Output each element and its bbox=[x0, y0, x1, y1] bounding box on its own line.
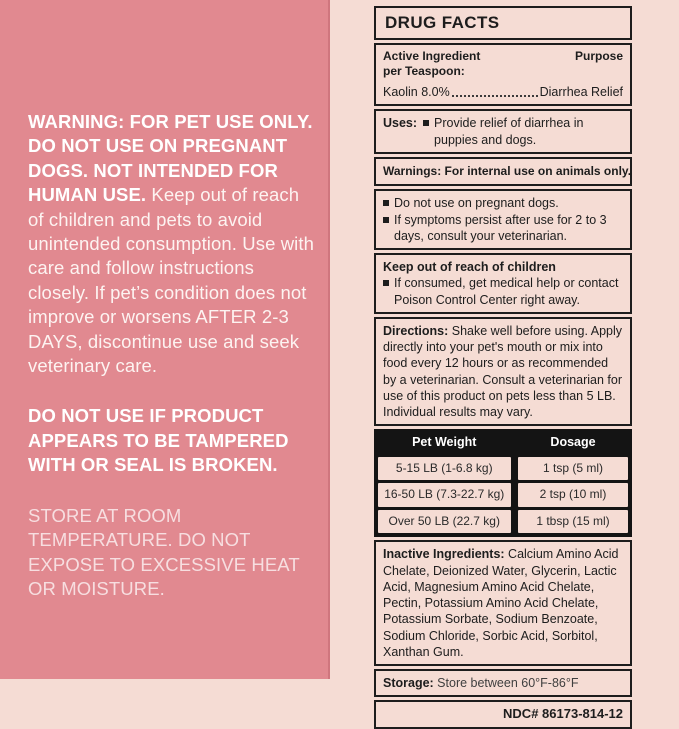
ingredient-purpose: Diarrhea Relief bbox=[539, 85, 623, 100]
dot-leader bbox=[452, 95, 538, 97]
storage-section bbox=[374, 669, 632, 697]
square-bullet-icon bbox=[383, 280, 389, 286]
active-ingredient-label-line2: per Teaspoon: bbox=[383, 64, 465, 79]
square-bullet-icon bbox=[383, 200, 389, 206]
inactive-ingredients-section bbox=[374, 540, 632, 666]
keep-out-bullet bbox=[383, 275, 623, 308]
dosage-table bbox=[374, 429, 632, 537]
drug-facts-panel bbox=[374, 6, 632, 729]
warnings-strip-section bbox=[374, 157, 632, 187]
directions-label: Directions: bbox=[383, 323, 449, 338]
inactive-ingredients-text: Calcium Amino Acid Chelate, Deionized Water, Glycerin, Lactic Acid, Magnesium Amino Acid Chelate, Pectin, Potassium Amino Acid Chelate, Potassium Sorbate, Sodium Benzoate, Sodium Chloride, Sorbic Acid, Sorbitol, Xanthan Gum. bbox=[383, 547, 619, 659]
ingredient-name: Kaolin 8.0% bbox=[383, 85, 450, 100]
uses-label: Uses: bbox=[383, 116, 418, 131]
warning-bold-text: WARNING: FOR PET USE ONLY. DO NOT USE ON PREGNANT DOGS. NOT INTENDED FOR HUMAN USE. bbox=[28, 111, 313, 206]
table-cell-weight: 16-50 LB (7.3-22.7 kg) bbox=[378, 483, 511, 507]
warning-bullet-1-text: Do not use on pregnant dogs. bbox=[394, 196, 559, 211]
table-cell-weight: 5-15 LB (1-6.8 kg) bbox=[378, 457, 511, 481]
ingredient-row bbox=[383, 84, 623, 100]
drug-facts-title: DRUG FACTS bbox=[374, 6, 632, 40]
dosage-table-header-weight: Pet Weight bbox=[412, 435, 477, 450]
warning-bullet-2 bbox=[383, 212, 623, 245]
warning-bullet-2-text: If symptoms persist after use for 2 to 3 days, consult your veterinarian. bbox=[394, 212, 607, 243]
uses-row bbox=[383, 115, 623, 148]
pet-warning-panel bbox=[0, 0, 330, 679]
purpose-label: Purpose bbox=[574, 49, 623, 64]
dosage-table-header-dosage: Dosage bbox=[550, 435, 596, 450]
table-cell-dosage: 1 tsp (5 ml) bbox=[518, 457, 628, 481]
directions-section bbox=[374, 317, 632, 427]
inactive-ingredients-label: Inactive Ingredients: bbox=[383, 547, 505, 562]
uses-text: Provide relief of diarrhea in puppies and dogs. bbox=[434, 116, 584, 147]
table-cell-weight: Over 50 LB (22.7 kg) bbox=[378, 510, 511, 534]
keep-out-bullet-text: If consumed, get medical help or contact Poison Control Center right away. bbox=[394, 276, 619, 307]
active-ingredient-header bbox=[383, 49, 623, 79]
uses-section bbox=[374, 109, 632, 154]
keep-out-section bbox=[374, 253, 632, 314]
ndc-number: NDC# 86173-814-12 bbox=[374, 700, 632, 729]
square-bullet-icon bbox=[383, 217, 389, 223]
warning-bullet-1 bbox=[383, 195, 623, 211]
table-cell-dosage: 2 tsp (10 ml) bbox=[518, 483, 628, 507]
warnings-text: For internal use on animals only. bbox=[441, 163, 632, 178]
table-cell-dosage: 1 tbsp (15 ml) bbox=[518, 510, 628, 534]
warnings-label: Warnings: bbox=[383, 163, 442, 178]
active-ingredient-section bbox=[374, 43, 632, 106]
active-ingredient-label bbox=[383, 49, 480, 79]
tamper-warning-text: DO NOT USE IF PRODUCT APPEARS TO BE TAMPERED WITH OR SEAL IS BROKEN. bbox=[28, 405, 289, 476]
keep-out-heading: Keep out of reach of children bbox=[383, 260, 556, 275]
directions-text: Shake well before using. Apply directly into your pet's mouth or mix into food every 12 hours or as recommended by a veterinarian. Consult a veterinarian for use of this product on pets less than 5 LB. Individual results may vary. bbox=[383, 323, 623, 420]
pet-warning-text-block bbox=[28, 110, 316, 627]
warning-regular-text: Keep out of reach of children and pets to avoid unintended consumption. Use with care and follow instructions closely. If pet’s condition does not improve or worsens AFTER 2-3 DAYS, discontinue use and seek veterinary care. bbox=[28, 184, 315, 377]
warning-paragraph bbox=[28, 110, 316, 378]
uses-bullet-item bbox=[423, 115, 623, 148]
storage-label: Storage: bbox=[383, 676, 434, 691]
storage-note-text: STORE AT ROOM TEMPERATURE. DO NOT EXPOSE TO EXCESSIVE HEAT OR MOISTURE. bbox=[28, 504, 300, 599]
storage-text: Store between 60°F-86°F bbox=[433, 676, 579, 691]
square-bullet-icon bbox=[423, 120, 429, 126]
warning-bullets-section bbox=[374, 189, 632, 250]
active-ingredient-label-line1: Active Ingredient bbox=[383, 49, 481, 64]
